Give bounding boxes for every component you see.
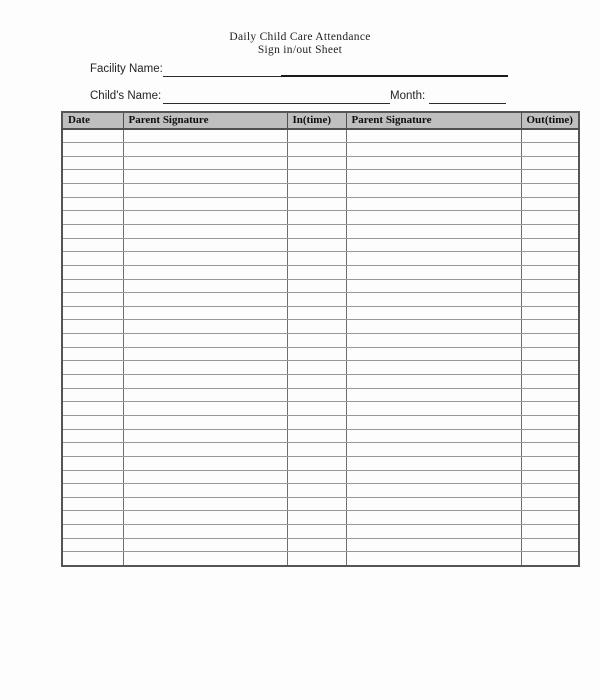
table-cell [62,415,123,429]
table-cell [346,156,521,170]
table-cell [123,334,287,348]
table-cell [521,497,579,511]
table-cell [123,470,287,484]
table-cell [62,429,123,443]
table-cell [123,238,287,252]
table-cell [287,293,346,307]
table-cell [521,470,579,484]
table-cell [287,443,346,457]
table-cell [62,293,123,307]
table-row [62,470,579,484]
attendance-table [61,111,580,567]
table-cell [346,143,521,157]
table-cell [287,184,346,198]
table-cell [346,375,521,389]
table-cell [123,415,287,429]
table-cell [123,197,287,211]
table-cell [123,361,287,375]
table-cell [287,224,346,238]
table-cell [287,429,346,443]
table-cell [346,497,521,511]
table-cell [346,184,521,198]
table-cell [123,320,287,334]
table-cell [521,143,579,157]
table-cell [123,211,287,225]
table-cell [346,429,521,443]
table-cell [346,252,521,266]
table-row [62,456,579,470]
table-cell [62,470,123,484]
table-cell [287,306,346,320]
table-cell [62,388,123,402]
table-cell [123,525,287,539]
table-cell [287,252,346,266]
table-cell [62,306,123,320]
table-row [62,375,579,389]
table-row [62,415,579,429]
table-cell [287,525,346,539]
table-row [62,429,579,443]
table-cell [62,129,123,143]
table-cell [123,279,287,293]
table-cell [521,388,579,402]
table-cell [62,443,123,457]
facility-name-line-thin [163,62,281,77]
table-row [62,484,579,498]
table-row [62,279,579,293]
table-cell [287,129,346,143]
column-header-parent-signature-out: Parent Signature [346,112,521,129]
table-cell [346,415,521,429]
table-cell [123,265,287,279]
table-cell [123,293,287,307]
table-cell [521,361,579,375]
table-cell [123,511,287,525]
table-cell [287,238,346,252]
table-cell [123,429,287,443]
table-cell [62,552,123,566]
table-cell [62,279,123,293]
table-row [62,238,579,252]
table-cell [521,443,579,457]
table-cell [287,361,346,375]
table-row [62,156,579,170]
table-cell [346,224,521,238]
table-cell [521,293,579,307]
table-cell [62,511,123,525]
table-cell [521,252,579,266]
table-cell [62,252,123,266]
table-cell [521,129,579,143]
table-cell [346,320,521,334]
table-cell [123,402,287,416]
table-cell [123,129,287,143]
table-cell [287,279,346,293]
table-row [62,525,579,539]
column-header-out-time: Out(time) [521,112,579,129]
table-row [62,347,579,361]
table-cell [123,552,287,566]
table-cell [62,456,123,470]
table-cell [287,334,346,348]
page-subtitle: Sign in/out Sheet [257,44,343,56]
table-row [62,265,579,279]
table-cell [287,484,346,498]
table-row [62,129,579,143]
table-cell [346,293,521,307]
table-cell [521,211,579,225]
table-cell [521,170,579,184]
table-cell [123,443,287,457]
table-cell [62,238,123,252]
table-cell [521,415,579,429]
table-cell [287,320,346,334]
table-row [62,497,579,511]
table-row [62,197,579,211]
table-row [62,361,579,375]
table-cell [123,170,287,184]
table-cell [287,470,346,484]
table-row [62,293,579,307]
table-cell [287,538,346,552]
table-row [62,443,579,457]
table-cell [287,456,346,470]
table-cell [287,211,346,225]
table-cell [346,402,521,416]
table-cell [287,197,346,211]
table-cell [123,224,287,238]
table-cell [346,552,521,566]
table-cell [62,320,123,334]
table-cell [521,552,579,566]
table-cell [123,143,287,157]
table-cell [123,375,287,389]
table-cell [346,238,521,252]
table-cell [521,320,579,334]
column-header-in-time: In(time) [287,112,346,129]
table-cell [62,184,123,198]
table-cell [62,143,123,157]
table-row [62,170,579,184]
childs-name-line [163,89,390,104]
table-cell [123,456,287,470]
table-cell [123,538,287,552]
table-cell [346,388,521,402]
table-cell [62,265,123,279]
table-cell [346,170,521,184]
column-header-parent-signature-in: Parent Signature [123,112,287,129]
table-cell [62,538,123,552]
table-cell [521,484,579,498]
table-cell [287,156,346,170]
table-cell [287,552,346,566]
month-label: Month: [390,90,426,102]
table-cell [521,402,579,416]
table-cell [287,170,346,184]
table-cell [123,484,287,498]
table-cell [346,443,521,457]
table-row [62,538,579,552]
column-header-date: Date [62,112,123,129]
table-row [62,184,579,198]
table-cell [346,511,521,525]
table-cell [346,456,521,470]
table-row [62,511,579,525]
attendance-table-body [62,129,579,566]
table-cell [287,511,346,525]
table-cell [123,306,287,320]
table-cell [346,470,521,484]
table-row [62,388,579,402]
table-cell [287,497,346,511]
table-cell [123,156,287,170]
table-cell [287,375,346,389]
table-row [62,143,579,157]
table-cell [346,129,521,143]
table-cell [346,279,521,293]
table-cell [521,538,579,552]
table-cell [346,484,521,498]
table-cell [62,334,123,348]
table-cell [62,484,123,498]
table-row [62,224,579,238]
table-cell [521,456,579,470]
table-cell [521,156,579,170]
facility-name-line-bold [281,61,508,77]
table-cell [521,334,579,348]
table-cell [346,334,521,348]
table-cell [287,402,346,416]
table-row [62,334,579,348]
facility-name-label: Facility Name: [90,63,163,75]
table-cell [62,224,123,238]
table-cell [346,306,521,320]
table-cell [62,347,123,361]
attendance-table-header-row [62,112,579,129]
table-row [62,320,579,334]
table-row [62,306,579,320]
childs-name-label: Child's Name: [90,90,162,102]
table-cell [62,497,123,511]
table-cell [287,347,346,361]
table-cell [123,184,287,198]
table-cell [521,525,579,539]
table-cell [521,375,579,389]
table-row [62,252,579,266]
table-row [62,402,579,416]
table-cell [62,361,123,375]
table-cell [62,197,123,211]
table-cell [521,347,579,361]
table-cell [346,525,521,539]
table-cell [287,415,346,429]
table-cell [521,279,579,293]
table-cell [123,388,287,402]
table-cell [521,429,579,443]
table-cell [346,347,521,361]
table-cell [62,525,123,539]
table-cell [521,306,579,320]
month-line [429,89,506,104]
table-cell [123,252,287,266]
page-title: Daily Child Care Attendance [229,31,371,43]
table-cell [287,143,346,157]
table-cell [346,211,521,225]
table-cell [521,197,579,211]
table-row [62,211,579,225]
table-cell [521,184,579,198]
table-cell [287,388,346,402]
table-cell [62,402,123,416]
table-cell [521,238,579,252]
table-row [62,552,579,566]
table-cell [62,211,123,225]
table-cell [346,265,521,279]
table-cell [521,511,579,525]
table-cell [123,497,287,511]
table-cell [62,170,123,184]
table-cell [521,265,579,279]
table-cell [346,538,521,552]
table-cell [62,156,123,170]
table-cell [346,197,521,211]
table-cell [521,224,579,238]
table-cell [123,347,287,361]
table-cell [346,361,521,375]
table-cell [287,265,346,279]
table-cell [62,375,123,389]
